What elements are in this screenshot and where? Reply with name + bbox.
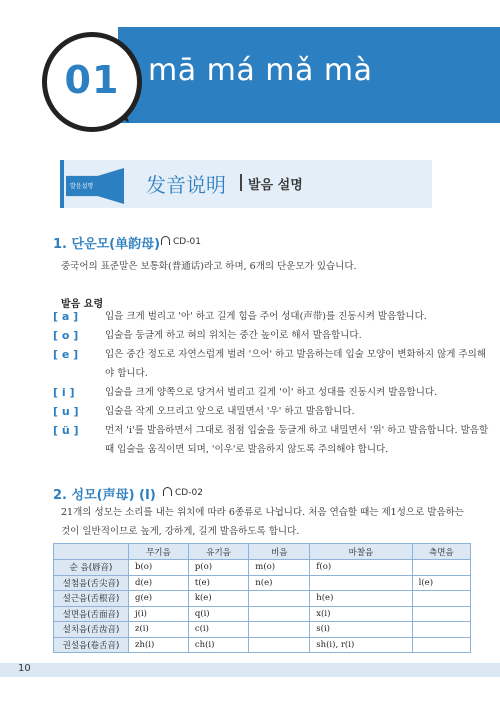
table-cell xyxy=(310,575,412,591)
vowel-label: [ e ] xyxy=(53,348,79,361)
table-cell: l(e) xyxy=(412,575,470,591)
table-cell xyxy=(249,606,310,622)
table-cell xyxy=(249,637,310,653)
lesson-number-badge xyxy=(42,32,142,132)
vowel-description: 입을 크게 벌리고 '아' 하고 길게 힘을 주어 성대(声带)를 진동시켜 발음합니다. xyxy=(105,311,427,322)
table-cell: c(i) xyxy=(188,622,248,638)
table-cell xyxy=(412,637,470,653)
table-cell: s(i) xyxy=(310,622,412,638)
part2-cd-label: CD-02 xyxy=(175,488,203,498)
section-divider xyxy=(240,174,242,191)
initials-table xyxy=(53,543,471,653)
vowel-description: 입술을 크게 양쪽으로 당겨서 벌리고 길게 '이' 하고 성대를 진동시켜 발음합니다. xyxy=(105,387,438,398)
vowel-label: [ i ] xyxy=(53,386,75,399)
section-title-ko: 발음 설명 xyxy=(248,178,303,193)
table-row-header: 설근음(舌根音) xyxy=(54,591,129,607)
footer-strip xyxy=(0,663,500,677)
table-cell: p(o) xyxy=(188,560,248,576)
table-cell: m(o) xyxy=(249,560,310,576)
table-header-cell xyxy=(54,544,129,560)
pronunciation-tips-heading: 발음 요령 xyxy=(61,299,104,310)
table-row xyxy=(54,591,471,607)
headphones-icon xyxy=(161,236,170,245)
table-row xyxy=(54,606,471,622)
part2-heading: 2. 성모(声母) (I) xyxy=(53,488,156,503)
table-row xyxy=(54,637,471,653)
table-cell xyxy=(249,622,310,638)
table-cell: z(i) xyxy=(129,622,189,638)
vowel-label: [ u ] xyxy=(53,405,79,418)
part1-cd-track xyxy=(161,236,201,247)
table-row-header: 권설음(卷舌音) xyxy=(54,637,129,653)
lesson-number: 01 xyxy=(64,58,120,102)
table-row-header: 설첨음(舌尖音) xyxy=(54,575,129,591)
table-header-cell: 측면음 xyxy=(412,544,470,560)
table-cell: b(o) xyxy=(129,560,189,576)
vowel-label: [ ü ] xyxy=(53,424,79,437)
table-header-row xyxy=(54,544,471,560)
table-cell: zh(i) xyxy=(129,637,189,653)
table-cell: k(e) xyxy=(188,591,248,607)
page-number: 10 xyxy=(18,663,31,674)
part1-intro: 중국어의 표준말은 보통화(普通话)라고 하며, 6개의 단운모가 있습니다. xyxy=(61,261,357,272)
vowel-description: 입술을 둥글게 하고 혀의 위치는 중간 높이로 해서 발음합니다. xyxy=(105,330,362,341)
table-cell: t(e) xyxy=(188,575,248,591)
table-cell: h(e) xyxy=(310,591,412,607)
table-cell xyxy=(412,560,470,576)
table-header-cell: 비음 xyxy=(249,544,310,560)
section-title-cn: 发音说明 xyxy=(146,173,226,197)
table-cell xyxy=(412,606,470,622)
table-cell xyxy=(412,622,470,638)
part2-intro: 21개의 성모는 소리를 내는 위치에 따라 6종류로 나뉩니다. 처음 연습할 때는 제1성으로 발음하는 것이 일반적이므로 높게, 강하게, 길게 발음하도록 합니다. xyxy=(61,507,464,537)
table-header-cell: 무기음 xyxy=(129,544,189,560)
part2-cd-track xyxy=(163,487,203,498)
vowel-description: 먼저 'i'를 발음하면서 그대로 점점 입술을 둥글게 하고 내밀면서 '위' 하고 발음합니다. 발음할 때 입술을 움직이면 되며, '이우'로 발음하지 않도록 주의해야 합니다. xyxy=(105,425,489,455)
part1-cd-label: CD-01 xyxy=(173,237,201,247)
title-banner xyxy=(118,27,500,123)
part1-heading: 1. 단운모(单韵母) xyxy=(53,237,161,252)
table-cell: ch(i) xyxy=(188,637,248,653)
table-row xyxy=(54,622,471,638)
vowel-label: [ o ] xyxy=(53,329,79,342)
table-row xyxy=(54,575,471,591)
table-row xyxy=(54,560,471,576)
table-cell: sh(i), r(i) xyxy=(310,637,412,653)
vowel-description: 입은 중간 정도로 자연스럽게 벌려 '으어' 하고 발음하는데 입술 모양이 변화하지 않게 주의해야 합니다. xyxy=(105,349,487,379)
lesson-title: mā má mǎ mà xyxy=(148,53,373,88)
table-row-header: 설면음(舌面音) xyxy=(54,606,129,622)
table-cell: q(i) xyxy=(188,606,248,622)
table-cell xyxy=(249,591,310,607)
megaphone-icon-label: 발음설명 xyxy=(70,183,94,190)
table-header-cell: 마찰음 xyxy=(310,544,412,560)
table-header-cell: 유기음 xyxy=(188,544,248,560)
table-row-header: 순 음(唇音) xyxy=(54,560,129,576)
vowel-label: [ a ] xyxy=(53,310,79,323)
table-cell: x(i) xyxy=(310,606,412,622)
vowel-description: 입술을 작게 오므리고 앞으로 내밀면서 '우' 하고 발음합니다. xyxy=(105,406,355,417)
table-row-header: 설치음(舌齿音) xyxy=(54,622,129,638)
table-cell xyxy=(412,591,470,607)
headphones-icon xyxy=(163,487,172,496)
table-cell: n(e) xyxy=(249,575,310,591)
table-cell: j(i) xyxy=(129,606,189,622)
table-cell: f(o) xyxy=(310,560,412,576)
table-cell: d(e) xyxy=(129,575,189,591)
lesson-header xyxy=(0,0,500,150)
table-cell: g(e) xyxy=(129,591,189,607)
